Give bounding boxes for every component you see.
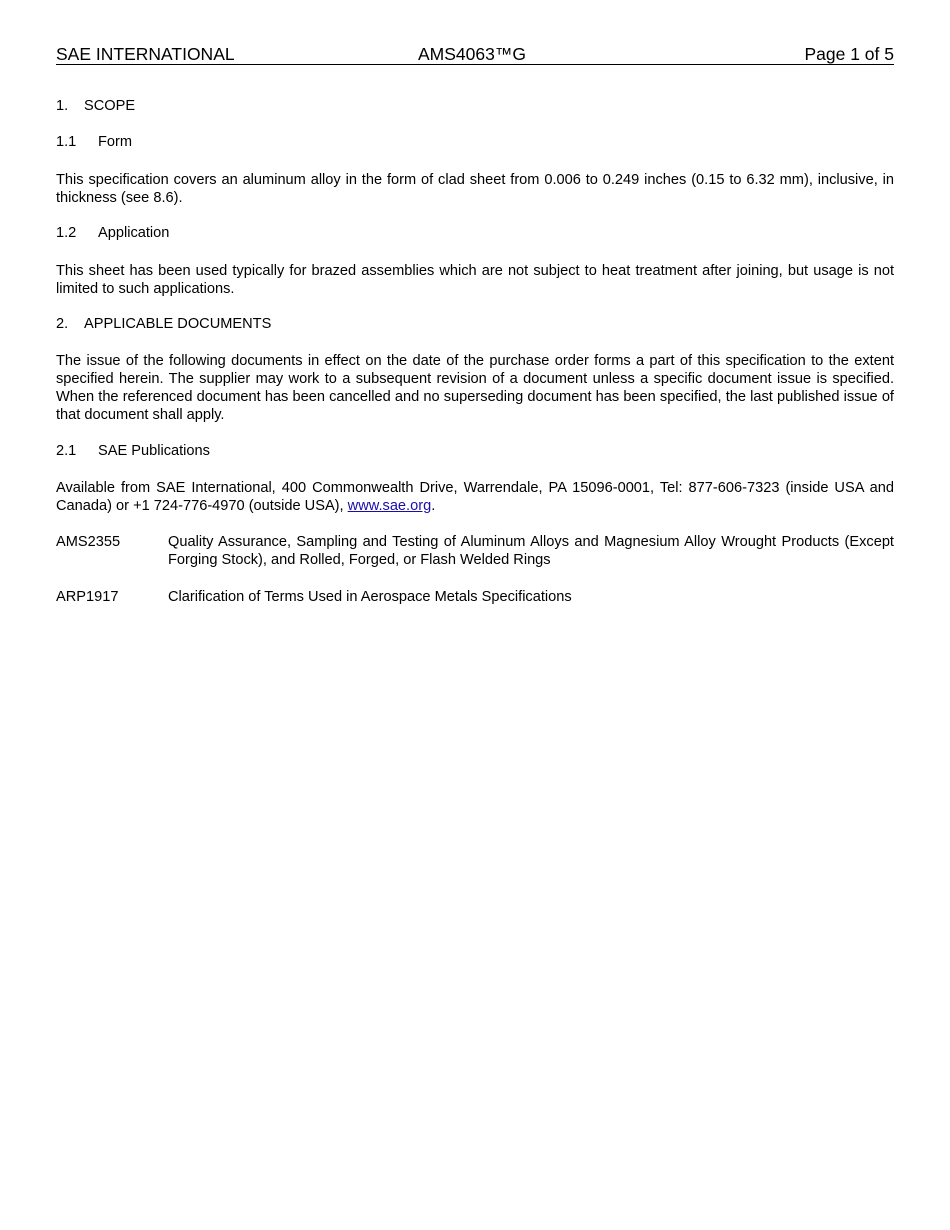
applicable-documents-paragraph: The issue of the following documents in effect on the date of the purchase order forms a part of this specification to the extent specified herein. The supplier may work to a subsequent revision of a document unless a specific document issue is specified. When the referenced document has been cancelled and no superseding document has been specified, the last published issue of that document shall apply. [56, 353, 894, 423]
section-number: 2. [56, 316, 69, 332]
section-heading-scope [56, 97, 894, 115]
header-page-number: Page 1 of 5 [804, 44, 894, 64]
availability-text: Available from SAE International, 400 Commonwealth Drive, Warrendale, PA 15096-0001, Tel: 877-606-7323 (inside USA and Canada) or +1 724-776-4970 (outside USA), [56, 480, 894, 514]
availability-text-end: . [431, 498, 436, 514]
reference-title: Quality Assurance, Sampling and Testing of Aluminum Alloys and Magnesium Alloy Wrought Products (Except Forging Stock), and Rolled, Forged, or Flash Welded Rings [168, 534, 894, 568]
section-number: 1. [56, 98, 69, 114]
subsection-number: 1.1 [56, 134, 77, 150]
subsection-heading-form [56, 133, 894, 151]
subsection-number: 1.2 [56, 225, 77, 241]
section-title: SCOPE [84, 98, 136, 114]
reference-entry [56, 588, 894, 606]
subsection-title: SAE Publications [98, 443, 210, 459]
subsection-title: Application [98, 225, 170, 241]
reference-entry [56, 533, 894, 569]
sae-publications-paragraph [56, 479, 894, 515]
subsection-number: 2.1 [56, 443, 77, 459]
reference-code: AMS2355 [56, 534, 121, 550]
header-document-id: AMS4063™G [418, 44, 526, 64]
reference-code: ARP1917 [56, 589, 119, 605]
subsection-title: Form [98, 134, 133, 150]
section-title: APPLICABLE DOCUMENTS [84, 316, 272, 332]
subsection-heading-application [56, 224, 894, 242]
reference-title: Clarification of Terms Used in Aerospace Metals Specifications [168, 589, 572, 605]
page-header [56, 44, 894, 65]
subsection-heading-sae-publications [56, 442, 894, 460]
sae-website-link[interactable]: www.sae.org [347, 498, 432, 514]
form-paragraph: This specification covers an aluminum alloy in the form of clad sheet from 0.006 to 0.249 inches (0.15 to 6.32 mm), inclusive, in thickness (see 8.6). [56, 172, 894, 206]
section-heading-applicable-documents [56, 315, 894, 333]
header-organization: SAE INTERNATIONAL [56, 44, 235, 64]
application-paragraph: This sheet has been used typically for brazed assemblies which are not subject to heat treatment after joining, but usage is not limited to such applications. [56, 263, 894, 297]
